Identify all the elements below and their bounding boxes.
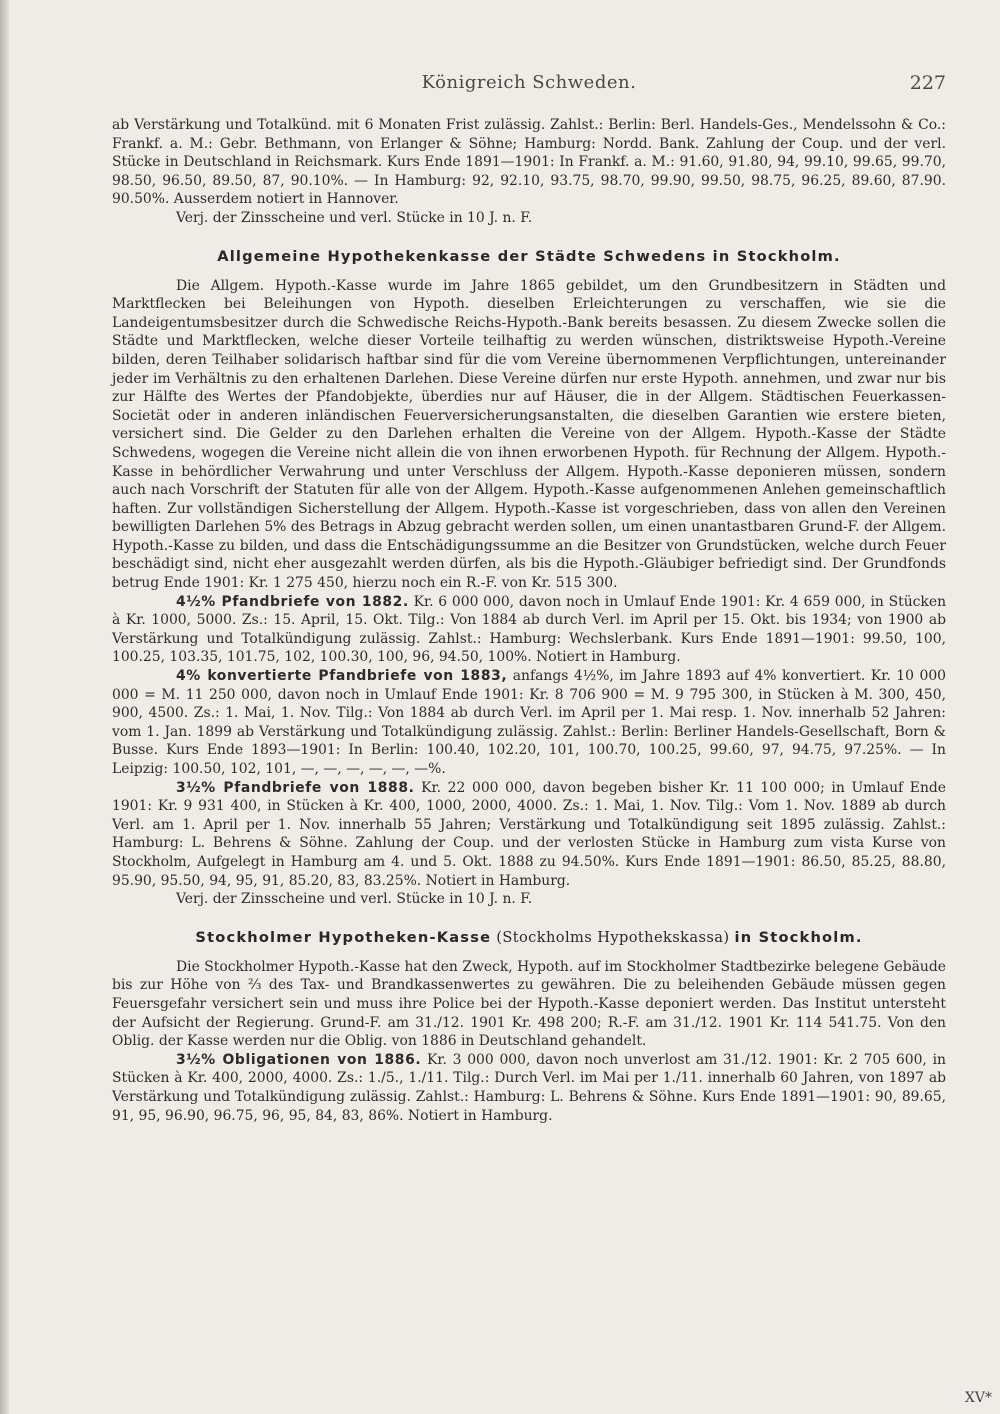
page-header <box>112 72 946 112</box>
heading-stockholmer-swedish-name: (Stockholms Hypothekskassa) <box>491 928 735 946</box>
section-heading-allgemeine: Allgemeine Hypothekenkasse der Städte Schwedens in Stockholm. <box>217 247 841 265</box>
bond-entry-1886 <box>112 1051 946 1125</box>
heading-stockholmer-part1: Stockholmer Hypotheken-Kasse <box>195 928 492 946</box>
intro-limitation-note: Verj. der Zinsscheine und verl. Stücke in 10 J. n. F. <box>176 209 533 226</box>
heading-stockholmer-part2: in Stockholm. <box>734 928 863 946</box>
running-title: Königreich Schweden. <box>421 72 637 93</box>
section-stockholmer-body <box>112 958 946 1125</box>
intro-block <box>112 116 946 228</box>
page-number: 227 <box>909 72 946 94</box>
printer-signature: XV* <box>964 1390 992 1406</box>
bond-title-1882: 4½% Pfandbriefe von 1882. <box>176 593 409 610</box>
bond-entry-1882 <box>112 593 946 667</box>
bond-text-1882: Kr. 6 000 000, davon noch in Umlauf Ende 1901: Kr. 4 659 000, in Stücken à Kr. 1000, 5000. Zs.: 15. April, 15. Okt. Tilg.: Von 1884 ab durch Verl. im April per 15. Okt. bis 1934; von 1900 ab Verstärkung und Totalkündigung zulässig. Zahlst.: Hamburg: Wechslerbank. Kurs Ende 1891—1901: 99.50, 100, 100.25, 103.35, 101.75, 102, 100.30, 100, 96, 94.50, 100%. Notiert in Hamburg. <box>112 593 947 666</box>
section-allgemeine-description: Die Allgem. Hypoth.-Kasse wurde im Jahre 1865 gebildet, um den Grundbesitzern in Städten und Marktflecken bei Beleihungen von Hypoth. dieselben Erleichterungen zu verschaffen, wie sie die Landeigentumsbesitzer durch die Schwedische Reichs-Hypoth.-Bank bereits besassen. Zu diesem Zwecke sollen die Städte und Marktflecken, welche dieser Vorteile teilhaftig zu werden wünschen, distriktsweise Hypoth.-Vereine bilden, deren Teilhaber solidarisch haftbar sind für die vom Vereine übernommenen Verpflichtungen, untereinander jeder im Verhältnis zu den erhaltenen Darlehen. Diese Vereine dürfen nur erste Hypoth. annehmen, und zwar nur bis zur Hälfte des Wertes der Pfandobjekte, überdies nur auf Häuser, die in der Allgem. Städtischen Feuerkassen-Societät oder in anderen inländischen Feuerversicherungsanstalten, die dieselben Garantien wie erstere bieten, versichert sind. Die Gelder zu den Darlehen erhalten die Vereine von der Allgem. Hypoth.-Kasse der Städte Schwedens, wogegen die Vereine nicht allein die von ihnen erworbenen Hypoth. für Rechnung der Allgem. Hypoth.-Kasse in behördlicher Verwahrung und unter Verschluss der Allgem. Hypoth.-Kasse deponieren müssen, sondern auch nach Vorschrift der Statuten für alle von der Allgem. Hypoth.-Kasse aufgenommenen Anlehen gemeinschaftlich haften. Zur vollständigen Sicherstellung der Allgem. Hypoth.-Kasse ist vorgeschrieben, dass von allen den Vereinen bewilligten Darlehen 5% des Betrags in Abzug gebracht werden sollen, um einen unantastbaren Grund-F. der Allgem. Hypoth.-Kasse zu bilden, und dass die Entschädigungssumme an die Besitzer von Grundstücken, welche durch Feuer beschädigt sind, nicht eher ausgezahlt werden dürfen, als bis die Hypoth.-Gläubiger befriedigt sind. Der Grundfonds betrug Ende 1901: Kr. 1 275 450, hierzu noch ein R.-F. von Kr. 515 300. <box>112 277 946 592</box>
bond-entry-1888 <box>112 779 946 891</box>
bond-title-1886: 3½% Obligationen von 1886. <box>176 1051 422 1068</box>
bond-title-1883: 4% konvertierte Pfandbriefe von 1883, <box>176 668 508 685</box>
section-allgemeine-limitation-note: Verj. der Zinsscheine und verl. Stücke in 10 J. n. F. <box>176 891 533 908</box>
intro-paragraph: ab Verstärkung und Totalkünd. mit 6 Monaten Frist zulässig. Zahlst.: Berlin: Berl. Handels-Ges., Mendelssohn & Co.: Frankf. a. M.: Gebr. Bethmann, von Erlanger & Söhne; Hamburg: Nordd. Bank. Zahlung der Coup. und der verl. Stücke in Deutschland in Reichsmark. Kurs Ende 1891—1901: In Frankf. a. M.: 91.60, 91.80, 94, 99.10, 99.65, 99.70, 98.50, 96.50, 89.50, 87, 90.10%. — In Hamburg: 92, 92.10, 93.75, 98.70, 99.90, 99.50, 98.75, 96.25, 89.60, 87.90. 90.50%. Ausserdem notiert in Hannover. <box>112 117 946 208</box>
document-page <box>112 0 946 1125</box>
bond-text-1886: Kr. 3 000 000, davon noch unverlost am 31./12. 1901: Kr. 2 705 600, in Stücken à Kr. 400, 2000, 4000. Zs.: 1./5., 1./11. Tilg.: Durch Verl. im Mai per 1./11. innerhalb 60 Jahren, von 1897 ab Verstärkung und Totalkündigung zulässig. Zahlst.: Hamburg: L. Behrens & Söhne. Kurs Ende 1891—1901: 90, 89.65, 91, 95, 96.90, 96.75, 96, 95, 84, 83, 86%. Notiert in Hamburg. <box>112 1051 946 1124</box>
section-allgemeine-body <box>112 277 946 909</box>
section-heading-stockholmer <box>112 929 946 946</box>
page-binding-edge <box>0 0 9 1414</box>
bond-title-1888: 3½% Pfandbriefe von 1888. <box>176 779 415 796</box>
bond-entry-1883 <box>112 667 946 779</box>
bond-text-1888: Kr. 22 000 000, davon begeben bisher Kr. 11 100 000; in Umlauf Ende 1901: Kr. 9 931 400, in Stücken à Kr. 400, 1000, 2000, 4000. Zs.: 1. Mai, 1. Nov. Tilg.: Vom 1. Nov. 1889 ab durch Verl. am 1. April per 1. Nov. innerhalb 55 Jahren; Verstärkung und Totalkündigung seit 1895 zulässig. Zahlst.: Hamburg: L. Behrens & Söhne. Zahlung der Coup. und der verlosten Stücke in Hamburg zum vista Kurse von Stockholm, Aufgelegt in Hamburg am 4. und 5. Okt. 1888 zu 94.50%. Kurs Ende 1891—1901: 86.50, 85.25, 88.80, 95.90, 95.50, 94, 95, 91, 85.20, 83, 83.25%. Notiert in Hamburg. <box>112 779 946 889</box>
section-stockholmer-description: Die Stockholmer Hypoth.-Kasse hat den Zweck, Hypoth. auf im Stockholmer Stadtbezirke belegene Gebäude bis zur Höhe von ⅔ des Tax- und Brandkassenwertes zu gewähren. Die zu beleihenden Gebäude müssen gegen Feuersgefahr versichert sein und muss ihre Police bei der Hypoth.-Kasse deponiert werden. Das Institut untersteht der Aufsicht der Regierung. Grund-F. am 31./12. 1901 Kr. 498 200; R.-F. am 31./12. 1901 Kr. 114 541.75. Von den Oblig. der Kasse werden nur die Oblig. von 1886 in Deutschland gehandelt. <box>112 958 946 1050</box>
bond-text-1883: anfangs 4½%, im Jahre 1893 auf 4% konvertiert. Kr. 10 000 000 = M. 11 250 000, davon noch in Umlauf Ende 1901: Kr. 8 706 900 = M. 9 795 300, in Stücken à M. 300, 450, 900, 4500. Zs.: 1. Mai, 1. Nov. Tilg.: Von 1884 ab durch Verl. im April per 1. Mai resp. 1. Nov. innerhalb 52 Jahren: vom 1. Jan. 1899 ab Verstärkung und Totalkündigung zulässig. Zahlst.: Berlin: Berliner Handels-Gesellschaft, Born & Busse. Kurs Ende 1893—1901: In Berlin: 100.40, 102.20, 101, 100.70, 100.25, 99.60, 97, 94.75, 97.25%. — In Leipzig: 100.50, 102, 101, —, —, —, —, —, —%. <box>112 668 946 777</box>
